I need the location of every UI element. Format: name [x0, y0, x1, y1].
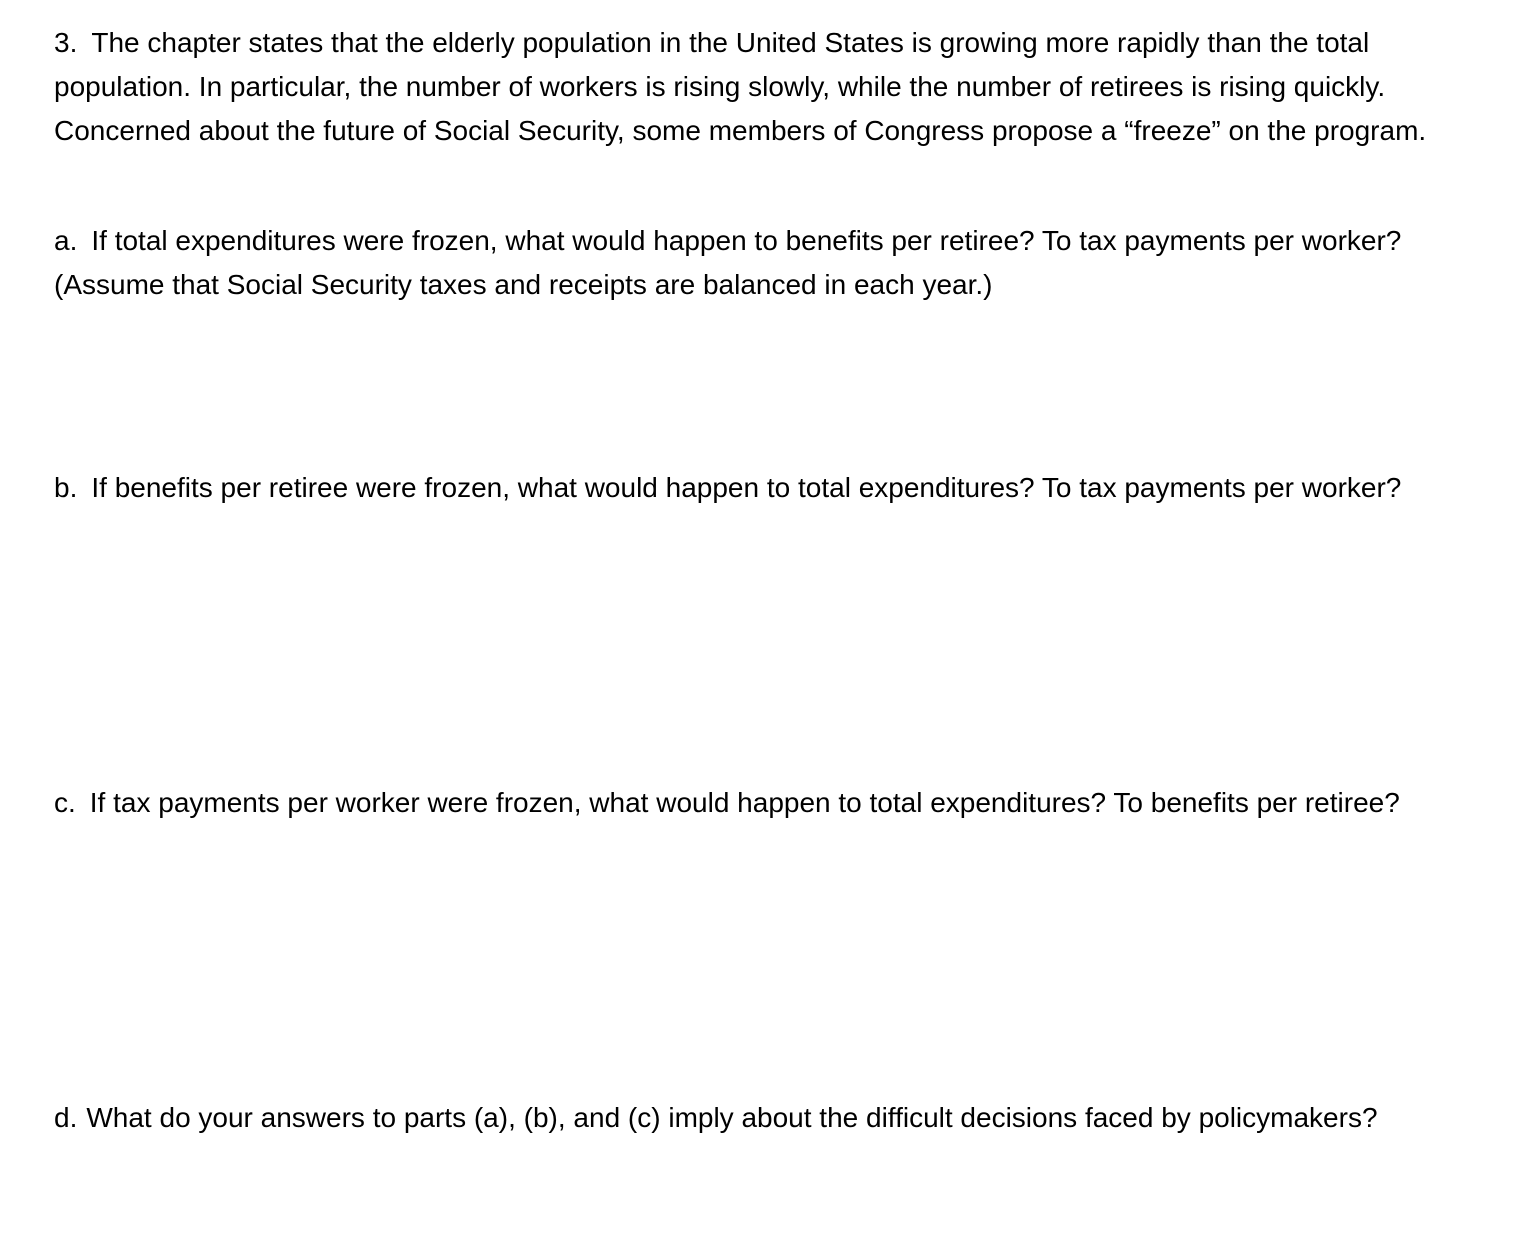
- part-a-label: a.: [54, 225, 78, 256]
- part-b-label: b.: [54, 472, 78, 503]
- part-d-text: What do your answers to parts (a), (b), and (c) imply about the difficult decisions faced by policymakers?: [86, 1102, 1378, 1133]
- part-d: [54, 1096, 1449, 1140]
- part-b: [54, 466, 1449, 510]
- question-number: 3.: [54, 27, 78, 58]
- part-d-label: d.: [54, 1102, 78, 1133]
- part-c-text: If tax payments per worker were frozen, what would happen to total expenditures? To benefits per retiree?: [89, 787, 1400, 818]
- part-c-label: c.: [54, 787, 76, 818]
- part-b-text: If benefits per retiree were frozen, what would happen to total expenditures? To tax payments per worker?: [91, 472, 1402, 503]
- question-intro: [54, 21, 1449, 153]
- part-c: [54, 781, 1449, 825]
- question-intro-text: The chapter states that the elderly population in the United States is growing more rapidly than the total population. In particular, the number of workers is rising slowly, while the number of retirees is rising quickly. Concerned about the future of Social Security, some members of Congress propose a “freeze” on the program.: [54, 27, 1427, 146]
- part-a-text: If total expenditures were frozen, what would happen to benefits per retiree? To tax payments per worker? (Assume that Social Security taxes and receipts are balanced in each year.): [54, 225, 1402, 300]
- part-a: [54, 219, 1449, 307]
